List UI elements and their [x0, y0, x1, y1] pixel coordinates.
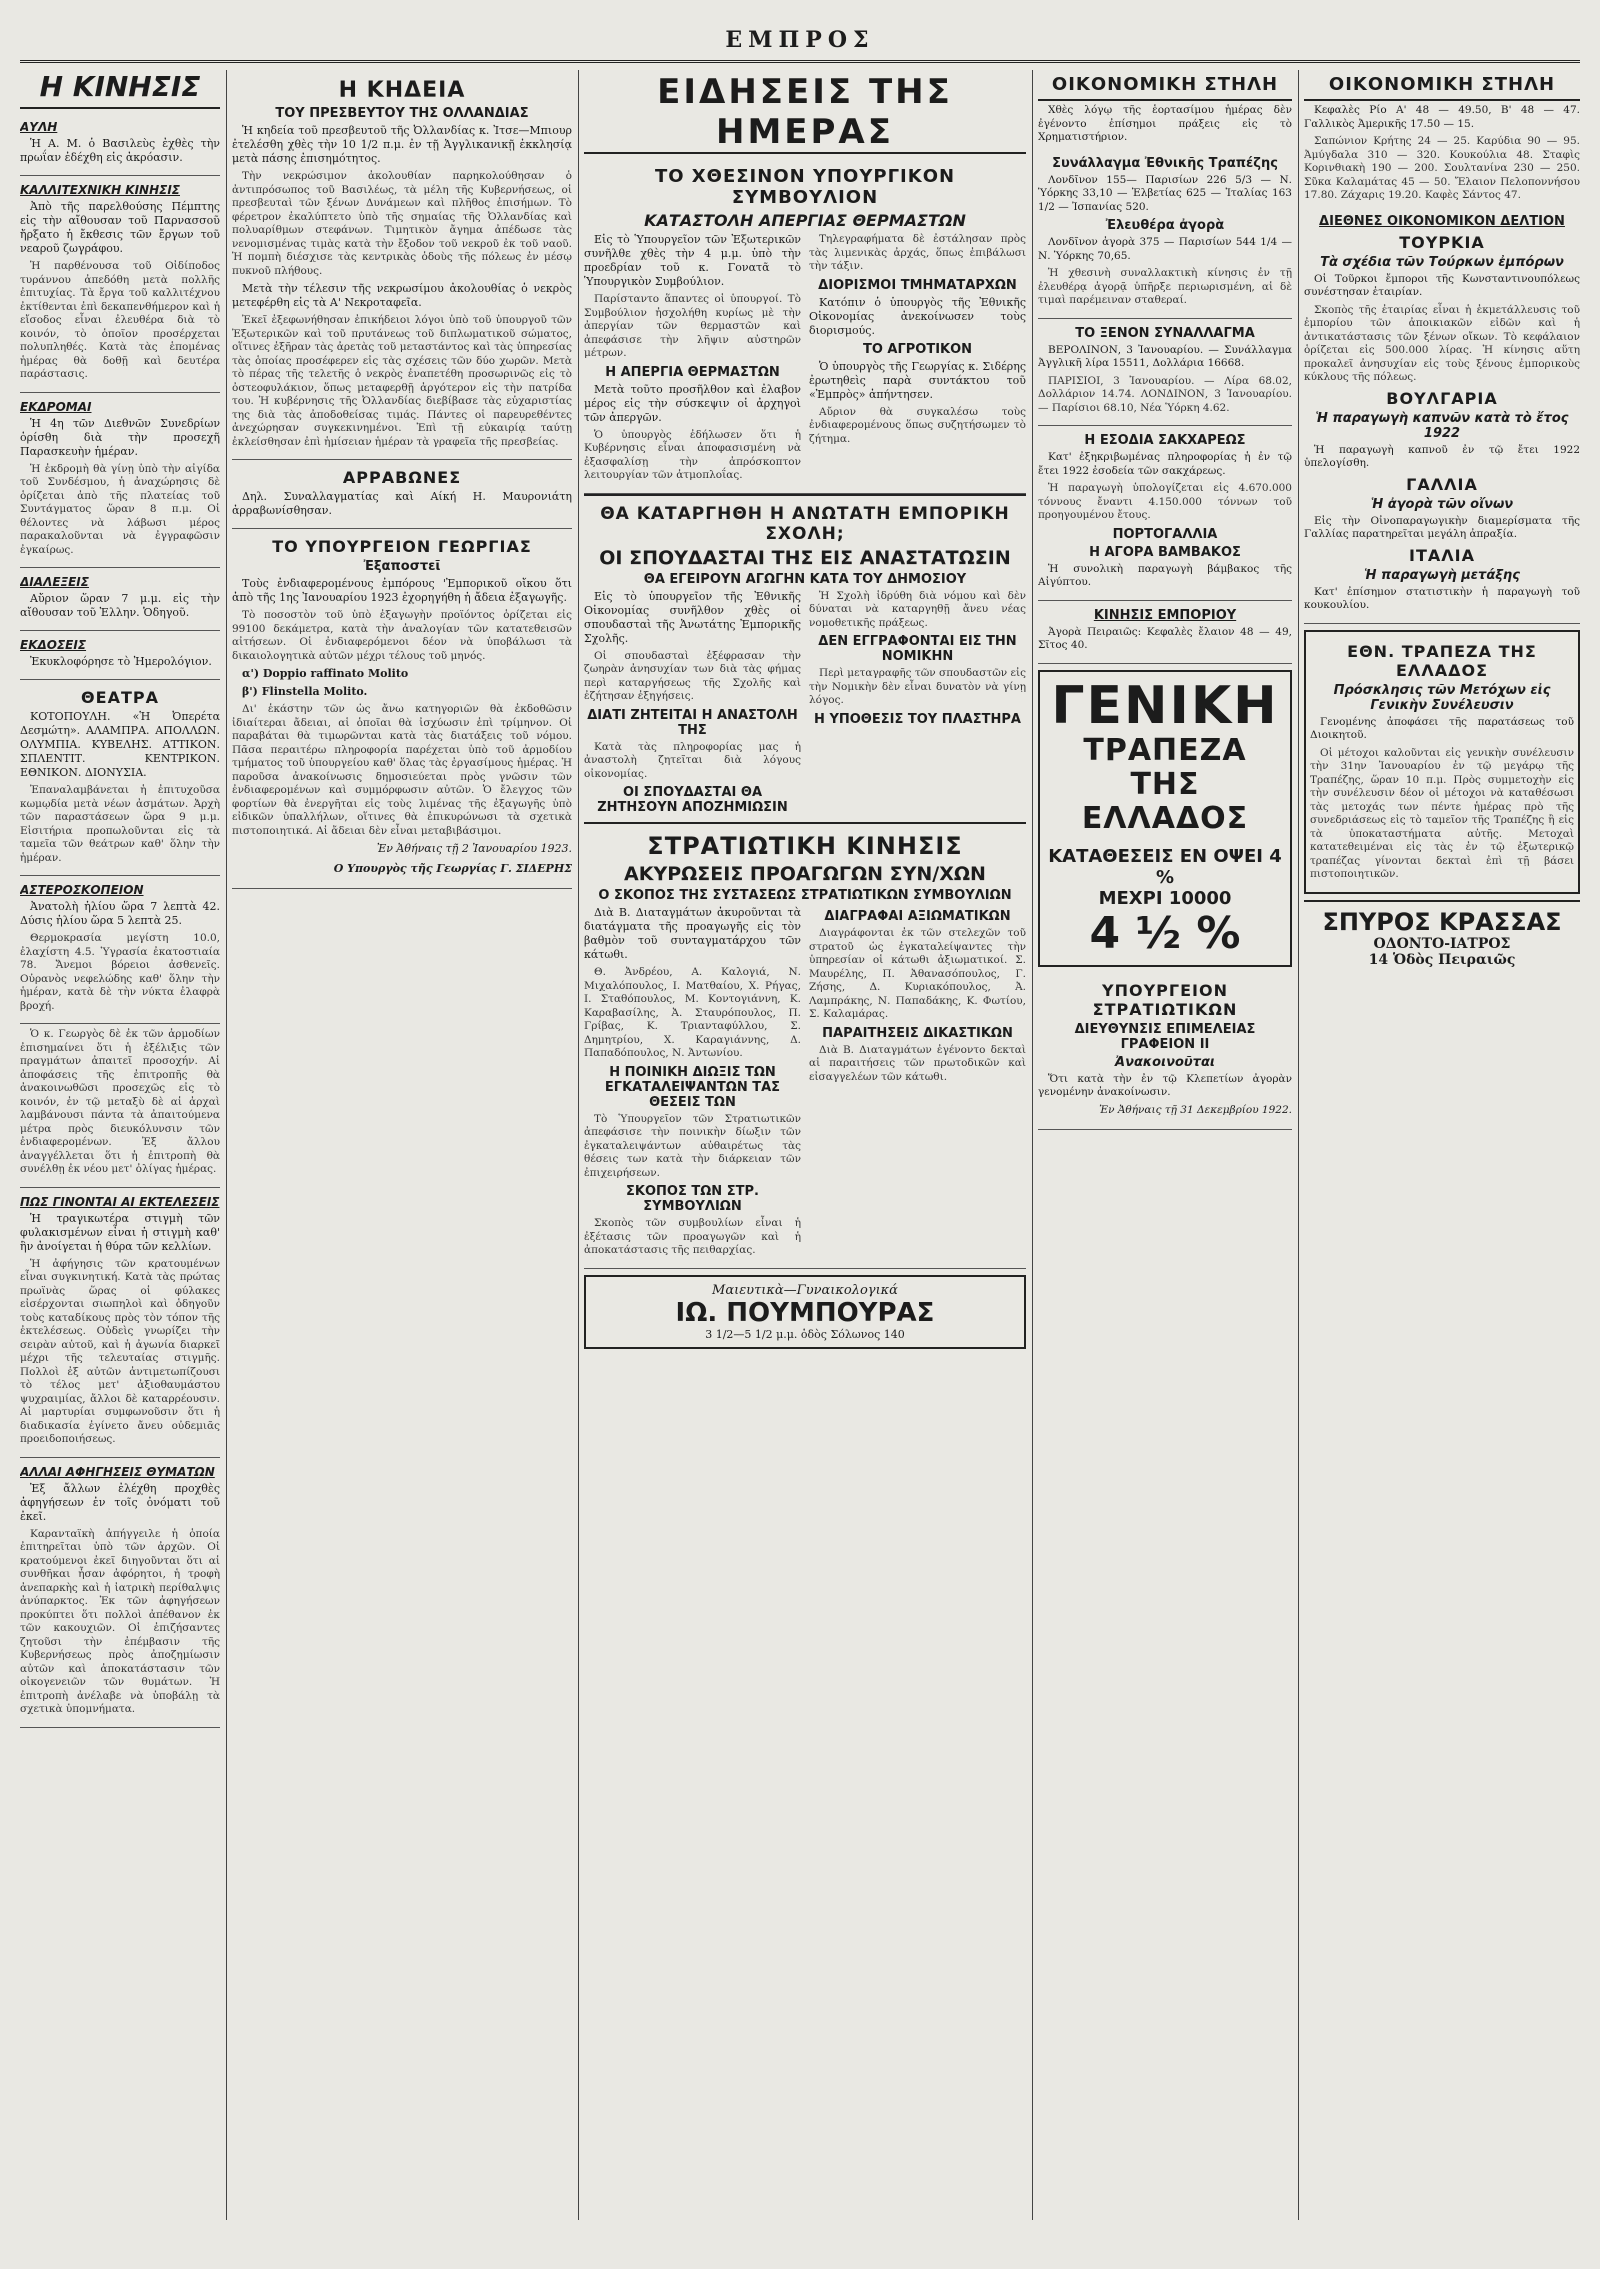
article-text: Κεφαλὲς Ρίο Α' 48 — 49.50, Β' 48 — 47. Γαλλικὸς Ἀμερικῆς 17.50 — 15.: [1304, 104, 1580, 130]
article: [20, 631, 220, 680]
article-text: Λονδῖνον 155— Παρισίων 226 5/3 — Ν. Ὑόρκης 33,10 — Ἑλβετίας 625 — Ἰταλίας 163 1/2 — Ἰσπανίας 520.: [1038, 173, 1292, 213]
paper-name: ΕΜΠΡΟΣ: [725, 27, 875, 53]
notice-sub: ΔΙΕΥΘΥΝΣΙΣ ΕΠΙΜΕΛΕΙΑΣ ΓΡΑΦΕΙΟΝ II: [1074, 1021, 1256, 1052]
dentist-advertisement: [1304, 900, 1580, 974]
sub-column: [584, 590, 801, 819]
article-body: Διὰ Β. Διαταγμάτων ἐγένοντο δεκταὶ αἱ παραιτήσεις τῶν πρωτοδικῶν καὶ εἰσαγγελέων τῶν κάτωθι.: [809, 1043, 1026, 1083]
column-news-of-day: [584, 70, 1026, 2225]
column-economic: [1038, 70, 1292, 2225]
article-body: ΠΑΡΙΣΙΟΙ, 3 Ἰανουαρίου. — Λίρα 68.02, Δολλάριον 14.74. ΛΟΝΔΙΝΟΝ, 3 Ἰανουαρίου. — Παρίσιοι 68.10, Νέα Ὑόρκη 4.62.: [1038, 374, 1292, 414]
article-body: Ὁ κ. Γεωργὸς δὲ ἐκ τῶν ἀρμοδίων ἐπισημαίνει ὅτι ἡ ἐξέλιξις τῶν πραγμάτων ἀπαιτεῖ προσοχήν. Αἱ ἀποφάσεις τῆς ἐπιτροπῆς θὰ ἀνακοινωθῶσι προσεχῶς εἰς τὸ κοινόν, ἐν τῷ μεταξὺ δὲ αἱ ἀρχαὶ λαμβάνουσι πάντα τὰ ἀπαιτούμενα μέτρα πρὸς διευκόλυνσιν τῶν ἐνδιαφερομένων. Ἐξ ἄλλου ἀναγγέλλεται ὅτι ἡ ἐπιτροπὴ θὰ συνέλθῃ ἐκ νέου μετ' ὀλίγας ἡμέρας.: [20, 1028, 220, 1175]
country-sub: Ἡ ἀγορὰ τῶν οἴνων: [1370, 496, 1514, 512]
article: [20, 176, 220, 393]
subhead: ΠΑΡΑΙΤΗΣΕΙΣ ΔΙΚΑΣΤΙΚΩΝ: [822, 1025, 1013, 1041]
national-bank-notice: [1304, 630, 1580, 894]
sub-column: [809, 590, 1026, 819]
subhead: Η ΑΠΕΡΓΙΑ ΘΕΡΜΑΣΤΩΝ: [605, 364, 780, 380]
subhead: ΚΑΤΑΣΤΟΛΗ ΑΠΕΡΓΙΑΣ ΘΕΡΜΑΣΤΩΝ: [644, 211, 966, 230]
ad-line: Μαιευτικὰ—Γυναικολογικά: [712, 1282, 898, 1298]
column-rule: [226, 70, 227, 2220]
kicker: ΑΥΛΗ: [20, 120, 58, 134]
article-body: Σκοπὸς τῶν συμβουλίων εἶναι ἡ ἐξέτασις τῶν προαγωγῶν καὶ ἡ ἀποκατάστασις τῆς πειθαρχίας.: [584, 1217, 801, 1256]
article-body: Οἱ μέτοχοι καλοῦνται εἰς γενικὴν συνέλευσιν τὴν 31ην Ἰανουαρίου ἐν τῷ μεγάρῳ τῆς Τραπέζης, ὥραν 10 π.μ. Πρὸς συμμετοχὴν εἰς τὴν συνέλευσιν δέον οἱ μέτοχοι νὰ καταθέσωσι τὰς μετοχάς των πέντε ἡμέρας πρὸ τῆς συνεδριάσεως εἰς τὸ ταμεῖον τῆς Τραπέζης ἢ εἰς τὰ ὑποκαταστήματα αὐτῆς. Μετοχαὶ κατατεθειμέναι εἰς τὰς ἐν τῷ ἐξωτερικῷ τραπέζας γίνονται δεκταὶ ἐπὶ τῇ βάσει πιστοποιητικῶν.: [1310, 746, 1574, 880]
article-body: Σαπώνιον Κρήτης 24 — 25. Καρύδια 90 — 95. Ἀμύγδαλα 310 — 320. Κουκούλια 48. Σταφὶς Κορινθιακὴ 190 — 200. Σουλτανίνα 230 — 250. Σῦκα Καλαμάτας 45 — 50. Ἔλαιον Πελοποννήσου 17.80. Ζάχαρις 19.20. Καφὲς Σάντος 47.: [1304, 135, 1580, 201]
engagements-head: ΑΡΡΑΒΩΝΕΣ: [342, 468, 462, 487]
bank-advertisement: [1038, 670, 1292, 967]
article-text: Διὰ Β. Διαταγμάτων ἀκυροῦνται τὰ διατάγματα τῆς προαγωγῆς εἰς τὸν βαθμὸν τοῦ συνταγματάρχου τῶν κάτωθι.: [584, 906, 801, 961]
market-movement: [1038, 601, 1292, 664]
article-text: Εἰς τὸ ὑπουργεῖον τῆς Ἐθνικῆς Οἰκονομίας συνῆλθον χθὲς οἱ σπουδασταὶ τῆς Ἀνωτάτης Ἐμπορικῆς Σχολῆς.: [584, 589, 801, 645]
article-text: Οἱ Τοῦρκοι ἔμποροι τῆς Κωνσταντινουπόλεως συνέστησαν ἐταιρίαν.: [1304, 272, 1580, 298]
subhead: ΔΙΕΘΝΕΣ ΟΙΚΟΝΟΜΙΚΟΝ ΔΕΛΤΙΟΝ: [1319, 213, 1565, 229]
article-text: Ἡ παραγωγὴ καπνοῦ ἐν τῷ ἔτει 1922 ὑπελογίσθη.: [1304, 443, 1580, 469]
article-body: Θερμοκρασία μεγίστη 10.0, ἐλαχίστη 4.5. Ὑγρασία ἐκατοστιαία 78. Ἄνεμοι βόρειοι ἀσθενεῖς. Οὐρανὸς νεφελώδης καθ' ὅλην τὴν ἡμέραν, κατὰ δὲ τὴν νύκτα ἐλαφρὰ βροχή.: [20, 932, 220, 1012]
ad-line: ΤΡΑΠΕΖΑ ΤΗΣ ΕΛΛΑΔΟΣ: [1081, 732, 1249, 836]
subhead: ΘΑ ΕΓΕΙΡΟΥΝ ΑΓΩΓΗΝ ΚΑΤΑ ΤΟΥ ΔΗΜΟΣΙΟΥ: [643, 571, 967, 587]
article-text: Ὅτι κατὰ τὴν ἐν τῷ Κλεπετίων ἀγορὰν γενομένην ἀνακοίνωσιν.: [1038, 1072, 1292, 1098]
kicker: ΔΙΑΛΕΞΕΙΣ: [20, 575, 89, 589]
ad-line: ΚΑΤΑΘΕΣΕΙΣ ΕΝ ΟΨΕΙ 4 %: [1048, 845, 1282, 888]
article-body: Ἡ χθεσινὴ συναλλακτικὴ κίνησις ἐν τῇ ἐλευθέρᾳ ἀγορᾷ ὑπῆρξε περιωρισμένη, αἱ δὲ τιμαὶ παρέμειναν σταθεραί.: [1038, 267, 1292, 306]
ministry-head: ΤΟ ΥΠΟΥΡΓΕΙΟΝ ΓΕΩΡΓΙΑΣ: [272, 537, 532, 556]
article-body: Ἡ Σχολὴ ἱδρύθη διὰ νόμου καὶ δὲν δύναται νὰ καταργηθῇ ἄνευ νέας νομοθετικῆς πράξεως.: [809, 589, 1026, 629]
subhead: Η ΠΟΙΝΙΚΗ ΔΙΩΞΙΣ ΤΩΝ ΕΓΚΑΤΑΛΕΙΨΑΝΤΩΝ ΤΑΣ ΘΕΣΕΙΣ ΤΩΝ: [604, 1064, 781, 1110]
subhead: Η ΥΠΟΘΕΣΙΣ ΤΟΥ ΠΛΑΣΤΗΡΑ: [814, 711, 1021, 727]
ministry-notice: [232, 529, 572, 889]
article-body: Ἐκεῖ ἐξεφωνήθησαν ἐπικήδειοι λόγοι ὑπὸ τοῦ ὑπουργοῦ τῶν Ἐξωτερικῶν καὶ τοῦ πρυτάνεως τοῦ διπλωματικοῦ σώματος, οἵτινες ἐξῆραν τὰς ἀρετὰς τοῦ μεταστάντος καὶ τὰς ὑπηρεσίας τὰς ὁποίας προσέφερεν εἰς τὰς σχέσεις τῶν δύο χωρῶν. Μετὰ τὸ πέρας τῆς τελετῆς ὁ νεκρὸς ἐναπετέθη προσωρινῶς εἰς τὸ ὀστεοφυλάκιον, ὅπως μεταφερθῇ ἀργότερον εἰς τὴν πατρίδα του. Ἡ κυβέρνησις τῆς Ὀλλανδίας διεβίβασε τὰς εὐχαριστίας της διὰ τὰς ἀποδοθείσας τιμάς. Πάντες οἱ παρευρεθέντες ἀνεχώρησαν συγκεκινημένοι. Ἐπὶ τῇ εὐκαιρίᾳ ταύτῃ ἐκλείσθησαν ἐπὶ ἡμίσειαν ἡμέραν τὰ γραφεῖα τῆς πρεσβείας.: [232, 314, 572, 448]
column-economic-2: [1304, 70, 1580, 2225]
article-body: Περὶ μεταγραφῆς τῶν σπουδαστῶν εἰς τὴν Νομικὴν δὲν εἶναι δυνατὸν νὰ γίνῃ λόγος.: [809, 667, 1026, 706]
article-text: Τοὺς ἐνδιαφερομένους ἐμπόρους 'Ἐμπορικοῦ οἴκου ὅτι ἀπὸ τῆς 1ης Ἰανουαρίου 1923 ἐχορηγήθη ἡ ἄδεια ἐξαγωγῆς.: [232, 577, 572, 604]
theatre-listing: [20, 680, 220, 876]
ad-line: 3 1/2—5 1/2 μ.μ. ὁδὸς Σόλωνος 140: [705, 1327, 905, 1341]
headline: ΣΤΡΑΤΙΩΤΙΚΗ ΚΙΝΗΣΙΣ: [647, 832, 963, 860]
subhead: ΠΟΡΤΟΓΑΛΛΙΑ: [1112, 526, 1218, 542]
article-commercial-school: [584, 494, 1026, 825]
article-body: Ἡ ἐκδρομὴ θὰ γίνῃ ὑπὸ τὴν αἰγίδα τοῦ Συνδέσμου, ἡ ἀναχώρησις δὲ ὁρίζεται ἀπὸ τῆς πλατείας τοῦ Συντάγματος ὥραν 8 π.μ. Οἱ θέλοντες νὰ λάβωσι μέρος παρακαλοῦνται νὰ ἐγγραφῶσιν ἐγκαίρως.: [20, 462, 220, 556]
article-text: Ἡ 4η τῶν Διεθνῶν Συνεδρίων ὁρίσθη διὰ τὴν προσεχῆ Παρασκευὴν ἡμέραν.: [20, 416, 220, 458]
ministry-sub: Ἐξαποστεῖ: [363, 559, 441, 574]
two-column-body: [584, 906, 1026, 1262]
country-sub: Ἡ παραγωγὴ μετάξης: [1364, 567, 1520, 583]
subhead: ΣΚΟΠΟΣ ΤΩΝ ΣΤΡ. ΣΥΜΒΟΥΛΙΩΝ: [626, 1184, 759, 1214]
theatre-text: ΚΟΤΟΠΟΥΛΗ. «Ἡ Ὀπερέτα Δεσμώτη». ΑΛΑΜΠΡΑ. ΑΠΟΛΛΩΝ. ΟΛΥΜΠΙΑ. ΚΥΒΕΛΗΣ. ΑΤΤΙΚΟΝ. ΣΠΛΕΝΤΙΤ. ΚΕΝΤΡΙΚΟΝ. ΕΘΝΙΚΟΝ. ΔΙΟΝΥΣΙΑ.: [20, 710, 220, 779]
headline: Η ΚΗΔΕΙΑ: [338, 78, 466, 103]
ad-line: 4 ½ %: [1089, 907, 1241, 959]
article-text: Μετὰ τὴν τέλεσιν τῆς νεκρωσίμου ἀκολουθίας ὁ νεκρὸς μετεφέρθη εἰς τὰ Α' Νεκροταφεῖα.: [232, 282, 572, 309]
article-text: Μετὰ τοῦτο προσῆλθον καὶ ἐλαβον μέρος εἰς τὴν σύσκεψιν οἱ ἀρχηγοὶ τῶν ἀπεργῶν.: [584, 382, 801, 424]
kicker: ΕΚΔΟΣΕΙΣ: [20, 638, 87, 652]
article-text: Ἡ Α. Μ. ὁ Βασιλεὺς ἐχθὲς τὴν πρωΐαν ἐδέχθη εἰς ἀκρόασιν.: [20, 137, 220, 164]
country-sub: Τὰ σχέδια τῶν Τούρκων ἐμπόρων: [1320, 254, 1564, 270]
sub-column: [584, 233, 801, 487]
article-text: Ἡ τραγικωτέρα στιγμὴ τῶν φυλακισμένων εἶναι ἡ στιγμὴ καθ' ἣν ἀνοίγεται ἡ θύρα τῶν κελλίων.: [20, 1211, 220, 1253]
two-column-body: [584, 590, 1026, 819]
section-title: ΟΙΚΟΝΟΜΙΚΗ ΣΤΗΛΗ: [1038, 74, 1292, 101]
engagements: [232, 460, 572, 529]
kicker: ΑΣΤΕΡΟΣΚΟΠΕΙΟΝ: [20, 883, 144, 897]
notice-sub: Πρόσκλησις τῶν Μετόχων εἰς Γενικὴν Συνέλευσιν: [1333, 682, 1551, 713]
country-head: ΤΟΥΡΚΙΑ: [1399, 232, 1485, 252]
article-text: Ἀνατολὴ ἡλίου ὥρα 7 λεπτὰ 42. Δύσις ἡλίου ὥρα 5 λεπτὰ 25.: [20, 900, 220, 927]
column-kideia: [232, 70, 572, 2225]
subhead: Ο ΣΚΟΠΟΣ ΤΗΣ ΣΥΣΤΑΣΕΩΣ ΣΤΡΑΤΙΩΤΙΚΩΝ ΣΥΜΒΟΥΛΙΩΝ: [598, 888, 1012, 903]
sub-column: [809, 906, 1026, 1262]
article-text: Γενομένης ἀποφάσει τῆς παρατάσεως τοῦ Διοικητοῦ.: [1310, 715, 1574, 741]
article-body: Τὴν νεκρώσιμον ἀκολουθίαν παρηκολούθησαν ὁ ἀντιπρόσωπος τοῦ Βασιλέως, τὰ μέλη τῆς Κυβερνήσεως, οἱ πρεσβευταὶ τῶν ξένων Δυνάμεων καὶ πλῆθος ἐπισήμων. Τὸ φέρετρον ἐκαλύπτετο ὑπὸ τῆς σημαίας τῆς Ὀλλανδίας καὶ πολυαρίθμων στεφάνων. Τιμητικὸν ἄγημα ἀπέδωσε τὰς νενομισμένας τιμὰς κατὰ τὴν ἔξοδον τοῦ νεκροῦ ἐκ τοῦ ναοῦ. Ἡ πομπὴ διέσχισε τὰς κεντρικὰς ὁδοὺς τῆς πόλεως ἐν μέσῳ πυκνοῦ πλήθους.: [232, 170, 572, 277]
article-text: Αὔριον ὥραν 7 μ.μ. εἰς τὴν αἴθουσαν τοῦ Ἑλλην. Ὁδηγοῦ.: [20, 592, 220, 619]
article: [20, 113, 220, 176]
signature-date: Ἐν Ἀθήναις τῇ 2 Ἰανουαρίου 1923.: [376, 842, 572, 855]
subhead: Η ΑΓΟΡΑ ΒΑΜΒΑΚΟΣ: [1089, 544, 1241, 560]
subhead: ΟΙ ΣΠΟΥΔΑΣΤΑΙ ΤΗΣ ΕΙΣ ΑΝΑΣΤΑΤΩΣΙΝ: [599, 546, 1011, 569]
theatre-head: ΘΕΑΤΡΑ: [81, 688, 159, 707]
article: [20, 1024, 220, 1188]
article-body: Τὸ ποσοστὸν τοῦ ὑπὸ ἐξαγωγὴν προϊόντος ὁρίζεται εἰς 99100 δεκάμετρα, κατὰ τὴν ἀναλογίαν τῶν κατατεθεισῶν αἰτήσεων. Οἱ ἐνδιαφερόμενοι δέον νὰ ὑποβάλωσι τὰ δικαιολογητικὰ αὐτῶν μέχρι τέλους τοῦ μηνός.: [232, 609, 572, 662]
article-text: Κατ' ἐξηκριβωμένας πληροφορίας ἡ ἐν τῷ ἔτει 1922 ἐσοδεία τῶν σακχάρεως.: [1038, 451, 1292, 477]
article-body: Καρανταϊκὴ ἀπήγγειλε ἡ ὁποία ἐπιτηρεῖται ὑπὸ τῶν ἀρχῶν. Οἱ κρατούμενοι ἐκεῖ διηγοῦνται ὅτι αἱ συνθῆκαι ἦσαν ἀφόρητοι, ἡ τροφὴ ἀνεπαρκὴς καὶ ἡ ἰατρικὴ περίθαλψις ἀνύπαρκτος. Ἐκ τῶν ἀφηγήσεων προκύπτει ὅτι πολλοὶ ἀπέθανον ἐκ τῶν κακουχιῶν. Οἱ ἐπιζήσαντες ζητοῦσι τὴν ἐπέμβασιν τῆς Κυβερνήσεως πρὸς ἀποζημίωσιν αὐτῶν καὶ ἀποκατάστασιν τῶν οἰκογενειῶν τῶν θυμάτων. Ἡ ἐπιτροπὴ ἀνέλαβε νὰ ὑποβάλῃ τὰ σχετικὰ ὑπομνήματα.: [20, 1527, 220, 1715]
column-kinisis: [20, 70, 220, 2225]
article-text: Χθὲς λόγῳ τῆς ἑορτασίμου ἡμέρας δὲν ἐγένοντο ἐπίσημοι πράξεις εἰς τὸ Χρηματιστήριον.: [1038, 104, 1292, 143]
list-item: α') Doppio raffinato Molito: [242, 667, 409, 680]
two-column-body: [584, 233, 1026, 487]
article-body: Ἡ ἀφήγησις τῶν κρατουμένων εἶναι συγκινητική. Κατὰ τὰς πρώτας πρωϊνὰς ὥρας οἱ φύλακες εἰσέρχονται σιωπηλοὶ καὶ ὁδηγοῦν τοὺς καταδίκους πρὸς τὸν τόπον τῆς ἐκτελέσεως. Οὐδεὶς γνωρίζει τὴν σειρὰν αὐτοῦ, καὶ ἡ ἀγωνία διαρκεῖ μέχρι τῆς τελευταίας στιγμῆς. Πολλοὶ ἐξ αὐτῶν ἀντιμετωπίζουσι τὸ τέλος μετ' ἀξιοθαυμάστου ψυχραιμίας, ἄλλοι δὲ καταρρέουσιν. Αἱ μαρτυρίαι συμφωνοῦσιν ὅτι ἡ διαδικασία ἐγίνετο ἄνευ οὐδεμιᾶς προειδοποιήσεως.: [20, 1257, 220, 1445]
sugar-article: [1038, 426, 1292, 601]
subhead: ΔΙΑΤΙ ΖΗΤΕΙΤΑΙ Η ΑΝΑΣΤΟΛΗ ΤΗΣ: [587, 707, 798, 738]
article-text: Λονδῖνον ἀγορὰ 375 — Παρισίων 544 1/4 — Ν. Ὑόρκης 70,65.: [1038, 236, 1292, 262]
article-funeral: [232, 70, 572, 460]
masthead: [20, 20, 1580, 63]
country-head: ΙΤΑΛΙΑ: [1409, 545, 1475, 565]
subhead: Ἐλευθέρα ἀγορὰ: [1105, 218, 1225, 233]
article-text: Ὁ ὑπουργὸς τῆς Γεωργίας κ. Σιδέρης ἐρωτηθεὶς παρὰ συντάκτου τοῦ «Ἐμπρὸς» ἀπήντησεν.: [809, 359, 1026, 401]
article-text: Ἀγορὰ Πειραιῶς: Κεφαλὲς ἔλαιον 48 — 49, Σῖτος 40.: [1038, 625, 1292, 651]
article-body: Θ. Ἀνδρέου, Α. Καλογιά, Ν. Μιχαλόπουλος, Ι. Ματθαίου, Χ. Ρήγας, Ι. Σταθόπουλος, Μ. Κοντογιάννη, Κ. Καραβασίλης, Ἀ. Σταυρόπουλος, Π. Γρίβας, Κ. Τριανταφύλλου, Σ. Δημητρίου, Χ. Καραγιάννης, Δ. Παπαδόπουλος, Ν. Ἀντωνίου.: [584, 966, 801, 1059]
article-text: Κατ' ἐπίσημον στατιστικὴν ἡ παραγωγὴ τοῦ κουκουλίου.: [1304, 585, 1580, 611]
column-rule: [578, 70, 579, 2220]
article-text: Εἰς τὸ Ὑπουργεῖον τῶν Ἐξωτερικῶν συνῆλθε χθὲς τὴν 4 μ.μ. ὑπὸ τὴν προεδρίαν τοῦ κ. Γονατᾶ τὸ Ὑπουργικὸν Συμβούλιον.: [584, 233, 801, 288]
article-text: Κατόπιν ὁ ὑπουργὸς τῆς Ἐθνικῆς Οἰκονομίας ἀνεκοίνωσεν τοὺς διορισμούς.: [809, 295, 1026, 337]
kicker: ΕΚΔΡΟΜΑΙ: [20, 399, 92, 414]
country-head: ΓΑΛΛΙΑ: [1406, 474, 1478, 494]
article-cabinet: [584, 158, 1026, 494]
article-text: Δηλ. Συναλλαγματίας καὶ Αίκή Η. Μαυρονιάτη ἀρραβωνίσθησαν.: [232, 490, 572, 517]
sub-column: [584, 906, 801, 1262]
article-body: Ἡ παρθένουσα τοῦ Οἰδίποδος τυράννου ἀπεδόθη μετὰ πολλῆς ἐπιτυχίας. Τὰ ἔργα τοῦ καλλιτέχνου ἐκτίθενται ἐπὶ δεκαπενθήμερον καὶ ἡ εἴσοδος εἶναι ἐλευθέρα διὰ τὸ κοινόν, τὸ ὁποῖον προσέρχεται πολυπληθές. Κατὰ τὰς ἑπομένας ἡμέρας θὰ δοθῇ καὶ δευτέρα παράστασις.: [20, 260, 220, 380]
headline: ΤΟ ΧΘΕΣΙΝΟΝ ΥΠΟΥΡΓΙΚΟΝ ΣΥΜΒΟΥΛΙΟΝ: [654, 166, 956, 208]
subhead: Συνάλλαγμα Ἐθνικῆς Τραπέζης: [1052, 155, 1278, 171]
subhead: Η ΕΣΟΔΙΑ ΣΑΚΧΑΡΕΩΣ: [1084, 433, 1246, 448]
section-title: Η ΚΙΝΗΣΙΣ: [20, 70, 220, 109]
article-body: Ὁ ὑπουργὸς ἐδήλωσεν ὅτι ἡ Κυβέρνησις εἶναι ἀποφασισμένη νὰ ἐξασφαλίσῃ τὴν ἀπρόσκοπτον λειτουργίαν τῶν ἀτμοπλοΐας.: [584, 428, 801, 481]
exchange-rates: [1038, 149, 1292, 319]
article: [20, 568, 220, 631]
ad-line: ΜΕΧΡΙ 10000: [1098, 887, 1232, 909]
article: [20, 393, 220, 569]
ad-line: 14 Ὁδὸς Πειραιῶς: [1368, 951, 1516, 968]
headline: ΘΑ ΚΑΤΑΡΓΗΘΗ Η ΑΝΩΤΑΤΗ ΕΜΠΟΡΙΚΗ ΣΧΟΛΗ;: [600, 503, 1010, 544]
subhead: ΑΚΥΡΩΣΕΙΣ ΠΡΟΑΓΩΓΩΝ ΣΥΝ/ΧΩΝ: [624, 863, 986, 885]
article-body: Παρίσταντο ἅπαντες οἱ ὑπουργοί. Τὸ Συμβούλιον ἠσχολήθη κυρίως μὲ τὴν ἀπεργίαν τῶν θερμαστῶν καὶ ἀπεφάσισε τὴν λῆψιν αὐστηρῶν μέτρων.: [584, 293, 801, 359]
article-text: ΒΕΡΟΛΙΝΟΝ, 3 Ἰανουαρίου. — Συνάλλαγμα Ἀγγλικῆ λίρα 15511, Δολλάρια 16668.: [1038, 343, 1292, 369]
article: [20, 1458, 220, 1728]
article-text: Ἐκυκλοφόρησε τὸ Ἡμερολόγιον.: [30, 655, 212, 668]
article-text: Εἰς τὴν Οἰνοπαραγωγικὴν διαμερίσματα τῆς Γαλλίας παρατηρεῖται μεγάλη ἀπραξία.: [1304, 514, 1580, 540]
section-title: ΟΙΚΟΝΟΜΙΚΗ ΣΤΗΛΗ: [1304, 74, 1580, 101]
list-item: β') Flinstella Molito.: [242, 685, 368, 698]
section-title: ΕΙΔΗΣΕΙΣ ΤΗΣ ΗΜΕΡΑΣ: [584, 72, 1026, 154]
kicker: ΑΛΛΑΙ ΑΦΗΓΗΣΕΙΣ ΘΥΜΑΤΩΝ: [20, 1464, 215, 1479]
article-body: Οἱ σπουδασταὶ ἐξέφρασαν τὴν ζωηρὰν ἀνησυχίαν των διὰ τὰς φήμας περὶ καταργήσεως τῆς Σχολῆς καὶ ἐζήτησαν ἐξηγήσεις.: [584, 649, 801, 702]
country-sub: Ἡ παραγωγὴ καπνῶν κατὰ τὸ ἔτος 1922: [1315, 410, 1569, 441]
column-rule: [1298, 70, 1299, 2220]
notice-sub: Ἀνακοινοῦται: [1115, 1054, 1215, 1070]
foreign-exchange: [1038, 319, 1292, 427]
subhead: ΚΙΝΗΣΙΣ ΕΜΠΟΡΙΟΥ: [1093, 607, 1237, 623]
observatory: [20, 876, 220, 1024]
subhead: ΔΕΝ ΕΓΓΡΑΦΟΝΤΑΙ ΕΙΣ ΤΗΝ ΝΟΜΙΚΗΝ: [818, 634, 1017, 664]
article-text: Ἀπὸ τῆς παρελθούσης Πέμπτης εἰς τὴν αἴθουσαν τοῦ Παρνασσοῦ ἤρξατο ἡ ἔκθεσις τῶν ἔργων τοῦ νεαροῦ ζωγράφου.: [20, 200, 220, 255]
army-notice: [1038, 973, 1292, 1131]
article-body: Τηλεγραφήματα δὲ ἐστάλησαν πρὸς τὰς λιμενικὰς ἀρχάς, ὅπως ἐπιβάλωσι τὴν τάξιν.: [809, 233, 1026, 272]
ad-line: ΓΕΝΙΚΗ: [1051, 675, 1279, 736]
article-text: Ἐξ ἄλλων ἐλέχθη προχθὲς ἀφηγήσεων ἐν τοῖς ὀνόματι τοῦ ἐκεῖ.: [20, 1481, 220, 1523]
notice-head: ΥΠΟΥΡΓΕΙΟΝ ΣΤΡΑΤΙΩΤΙΚΩΝ: [1092, 980, 1238, 1019]
doctor-advertisement: [584, 1275, 1026, 1349]
kicker: ΠΩΣ ΓΙΝΟΝΤΑΙ ΑΙ ΕΚΤΕΛΕΣΕΙΣ: [20, 1194, 220, 1209]
subhead: ΔΙΑΓΡΑΦΑΙ ΑΞΙΩΜΑΤΙΚΩΝ: [824, 909, 1011, 924]
article-body: Αὔριον θὰ συγκαλέσω τοὺς ἐνδιαφερομένους ὅπως συζητήσωμεν τὸ ζήτημα.: [809, 405, 1026, 445]
article-body: Διαγράφονται ἐκ τῶν στελεχῶν τοῦ στρατοῦ ὡς ἐγκαταλείψαντες τὴν ὑπηρεσίαν οἱ κάτωθι ἀξιωματικοί. Σ. Μαυρέλης, Π. Ἀθανασόπουλος, Γ. Ζήσης, Δ. Κυριακόπουλος, Ἀ. Λαμπράκης, Ν. Παπαδάκης, Κ. Φωτίου, Σ. Καλαμάρας.: [809, 927, 1026, 1020]
ad-line: ΟΔΟΝΤΟ-ΙΑΤΡΟΣ: [1373, 935, 1511, 952]
signature-date: Ἐν Ἀθήναις τῇ 31 Δεκεμβρίου 1922.: [1099, 1103, 1292, 1116]
article-body: Σκοπὸς τῆς ἐταιρίας εἶναι ἡ ἐκμετάλλευσις τοῦ ἐμπορίου τῶν ἀποικιακῶν εἰδῶν καὶ ἡ ἀντικατάστασις τῶν ξένων οἴκων. Τὸ κεφάλαιον ὁρίζεται εἰς 500.000 λίρας. Ἡ κίνησις αὕτη προκαλεῖ ἀνησυχίαν εἰς τοὺς ξένους ἐμπορικοὺς κύκλους τῆς πόλεως.: [1304, 303, 1580, 383]
newspaper-page: [20, 20, 1580, 2229]
sub-column: [809, 233, 1026, 487]
ad-name: ΙΩ. ΠΟΥΜΠΟΥΡΑΣ: [675, 1297, 935, 1328]
article-body: Ἐπαναλαμβάνεται ἡ ἐπιτυχοῦσα κωμῳδία μετὰ νέων ἀσμάτων. Ἀρχὴ τῶν παραστάσεων ὥρα 9 μ.μ. Εἰσιτήρια προπωλοῦνται εἰς τὰ ταμεῖα τῶν θεάτρων καθ' ὅλην τὴν ἡμέραν.: [20, 784, 220, 864]
article-body: Δι' ἑκάστην τῶν ὡς ἄνω κατηγοριῶν θὰ ἐκδοθῶσιν ἰδιαίτεραι ἄδειαι, αἱ ὁποῖαι θὰ ἰσχύωσιν ἐπὶ τρίμηνον. Οἱ παραβάται θὰ τιμωρῶνται κατὰ τὰς διατάξεις τοῦ νόμου. Πᾶσα περαιτέρω πληροφορία παρέχεται ὑπὸ τοῦ ἀρμοδίου τμήματος τοῦ ὑπουργείου καθ' ὅλας τὰς ἐργασίμους ἡμέρας. Ἡ παροῦσα ἀνακοίνωσις δημοσιεύεται πρὸς γνῶσιν τῶν ἐνδιαφερομένων καὶ συμμόρφωσιν αὐτῶν. Ὁ ἔλεγχος τῶν φορτίων θὰ ἐνεργῆται εἰς τοὺς λιμένας τῆς ἐξαγωγῆς ὑπὸ εἰδικῶν ὑπαλλήλων, οἵτινες θὰ ἐπικυρώνωσι τὰ σχετικὰ πιστοποιητικά. Αἱ ἄδειαι δὲν εἶναι μεταβιβάσιμοι.: [232, 703, 572, 837]
subhead: ΤΟ ΞΕΝΟΝ ΣΥΝΑΛΛΑΓΜΑ: [1075, 325, 1255, 341]
subhead: ΔΙΟΡΙΣΜΟΙ ΤΜΗΜΑΤΑΡΧΩΝ: [818, 277, 1017, 293]
subhead: ΤΟ ΑΓΡΟΤΙΚΟΝ: [862, 341, 973, 357]
article-text: Ἡ κηδεία τοῦ πρεσβευτοῦ τῆς Ὀλλανδίας κ. Ἰτσε—Μπιουρ ἐτελέσθη χθὲς τὴν 10 1/2 π.μ. ἐν τῇ Ἀγγλικανικῇ ἐκκλησίᾳ μετὰ πάσης ἐπισημότητος.: [232, 124, 572, 165]
subhead: ΤΟΥ ΠΡΕΣΒΕΥΤΟΥ ΤΗΣ ΟΛΛΑΝΔΙΑΣ: [275, 106, 529, 121]
kicker: ΚΑΛΛΙΤΕΧΝΙΚΗ ΚΙΝΗΣΙΣ: [20, 183, 180, 197]
column-rule: [1032, 70, 1033, 2220]
signature-name: Ο Υπουργὸς τῆς Γεωργίας Γ. ΣΙΔΕΡΗΣ: [333, 862, 572, 875]
subhead: ΟΙ ΣΠΟΥΔΑΣΤΑΙ ΘΑ ΖΗΤΗΣΟΥΝ ΑΠΟΖΗΜΙΩΣΙΝ: [597, 785, 788, 815]
article-body: Κατὰ τὰς πληροφορίας μας ἡ ἀναστολὴ ζητεῖται διὰ λόγους οἰκονομίας.: [584, 740, 801, 780]
article-text: Ἡ συνολικὴ παραγωγὴ βάμβακος τῆς Αἰγύπτου.: [1038, 562, 1292, 588]
article: [20, 1188, 220, 1458]
notice-head: ΕΘΝ. ΤΡΑΠΕΖΑ ΤΗΣ ΕΛΛΑΔΟΣ: [1347, 641, 1537, 680]
article-military: [584, 824, 1026, 1269]
article-body: Τὸ Ὑπουργεῖον τῶν Στρατιωτικῶν ἀπεφάσισε τὴν ποινικὴν δίωξιν τῶν ἐγκαταλειψάντων αὐθαιρέτως τὰς θέσεις των κατὰ τὴν διάρκειαν τῶν ἐπιχειρήσεων.: [584, 1112, 801, 1179]
article-body: Ἡ παραγωγὴ ὑπολογίζεται εἰς 4.670.000 τόννους ἔναντι 4.150.000 τόννων τοῦ προηγουμένου ἔτους.: [1038, 482, 1292, 521]
country-head: ΒΟΥΛΓΑΡΙΑ: [1386, 388, 1498, 408]
ad-name: ΣΠΥΡΟΣ ΚΡΑΣΣΑΣ: [1322, 907, 1562, 936]
international-bulletin: [1304, 207, 1580, 624]
